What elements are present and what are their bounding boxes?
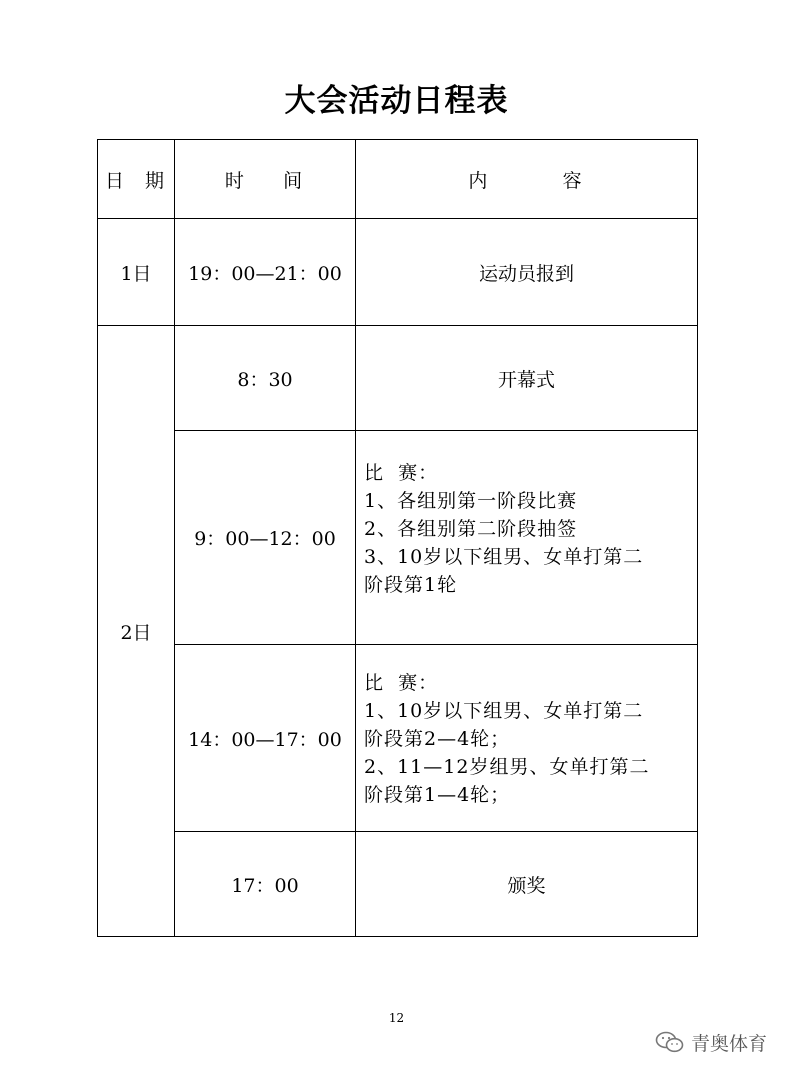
watermark-text: 青奥体育 [691, 1032, 768, 1055]
content-line: 1、10岁以下组男、女单打第二 [364, 700, 644, 722]
time-cell: 9：00—12：00 [175, 431, 356, 645]
table-row [98, 326, 698, 431]
time-cell: 17：00 [175, 832, 356, 937]
content-cell: 运动员报到 [356, 219, 698, 326]
content-cell [356, 431, 698, 645]
table-row [98, 832, 698, 937]
schedule-table [97, 139, 698, 937]
content-line: 1、各组别第一阶段比赛 [364, 490, 578, 512]
time-cell: 8：30 [175, 326, 356, 431]
page-title: 大会活动日程表 [284, 83, 509, 119]
table-header-row [98, 140, 698, 219]
table-row [98, 431, 698, 645]
content-line: 比 赛： [364, 462, 439, 484]
watermark [655, 1030, 767, 1054]
time-cell: 19：00—21：00 [175, 219, 356, 326]
content-line: 阶段第1轮 [364, 574, 458, 596]
content-line: 2、各组别第二阶段抽签 [364, 518, 578, 540]
time-cell: 14：00—17：00 [175, 645, 356, 832]
page-number: 12 [388, 1011, 405, 1025]
content-line: 阶段第1—4轮； [364, 784, 511, 806]
date-cell: 2日 [98, 326, 175, 937]
content-line: 2、11—12岁组男、女单打第二 [364, 756, 650, 778]
content-line: 比 赛： [364, 672, 439, 694]
table-row [98, 219, 698, 326]
header-date: 日 期 [98, 140, 175, 219]
content-line: 3、10岁以下组男、女单打第二 [364, 546, 644, 568]
content-cell [356, 645, 698, 832]
content-cell: 颁奖 [356, 832, 698, 937]
header-content: 内 容 [356, 140, 698, 219]
date-cell: 1日 [98, 219, 175, 326]
content-cell: 开幕式 [356, 326, 698, 431]
header-time: 时 间 [175, 140, 356, 219]
content-line: 阶段第2—4轮； [364, 728, 511, 750]
table-row [98, 645, 698, 832]
wechat-icon [655, 1031, 685, 1053]
